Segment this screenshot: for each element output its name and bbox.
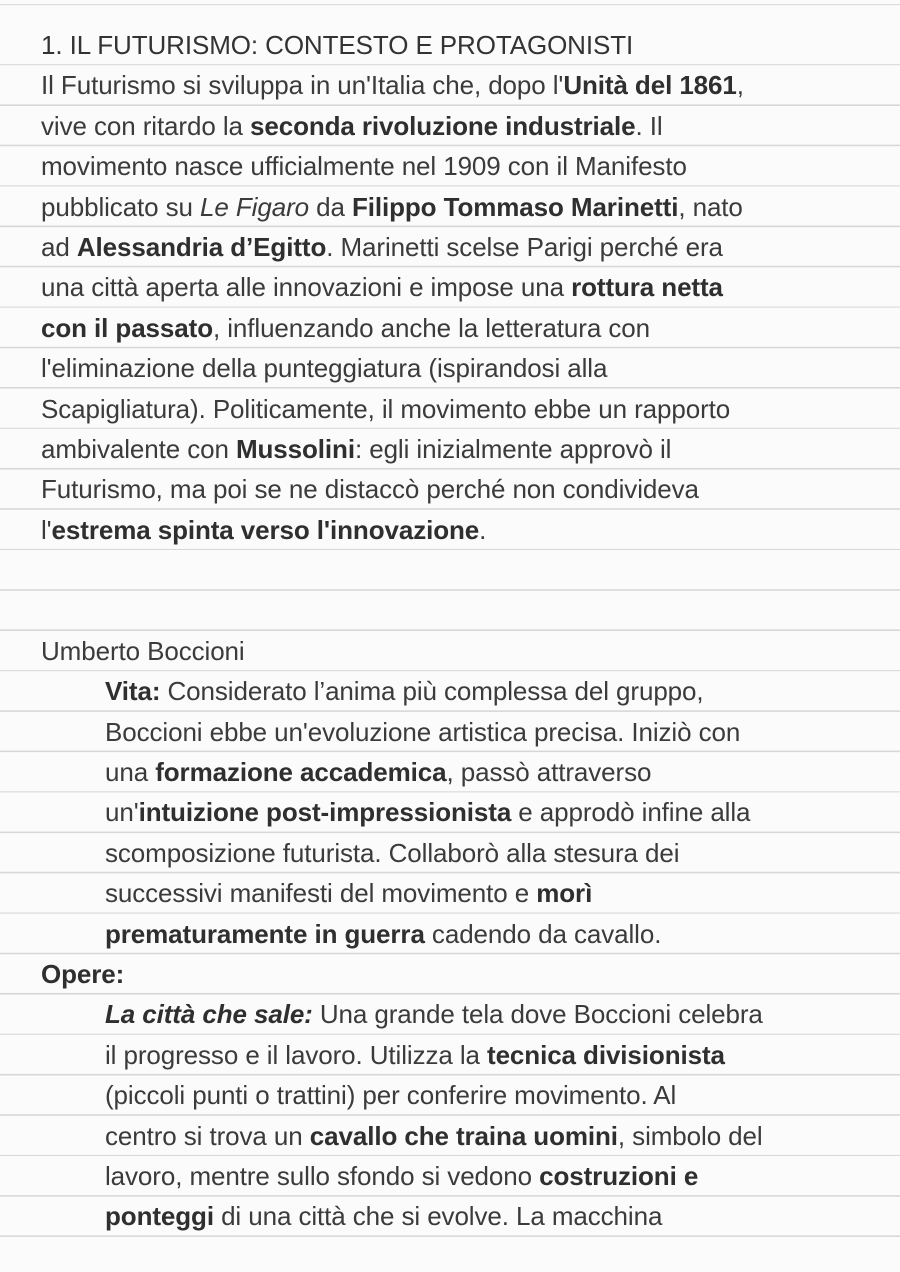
text-run: (piccoli punti o trattini) per conferire movimento. Al	[105, 1080, 677, 1111]
text-run: lavoro, mentre sullo sfondo si vedono	[105, 1160, 540, 1191]
text-line	[41, 671, 886, 711]
text-line	[41, 65, 886, 105]
bold-text: seconda rivoluzione industriale	[249, 110, 636, 141]
bold-text: Unità del 1861	[563, 70, 737, 101]
text-run: . Marinetti scelse Parigi perché era	[326, 231, 723, 262]
text-run: , nato	[678, 191, 743, 222]
text-run: Il Futurismo si sviluppa in un'Italia che, dopo l'	[41, 70, 564, 101]
bold-text: ponteggi	[105, 1201, 214, 1232]
bold-text: formazione accademica	[155, 757, 447, 788]
opere-paragraph	[41, 994, 886, 1236]
text-run: ad	[41, 231, 77, 262]
text-line	[41, 792, 886, 832]
text-line	[41, 106, 886, 146]
text-run: scomposizione futurista. Collaborò alla stesura dei	[105, 837, 680, 868]
text-line	[41, 389, 886, 429]
text-run: . Il	[635, 110, 663, 141]
text-run: l'eliminazione della punteggiatura (ispirandosi alla	[41, 353, 608, 384]
bold-text: Filippo Tommaso Marinetti	[351, 191, 679, 222]
text-run: Considerato l’anima più complessa del gruppo,	[160, 676, 704, 707]
artist-heading: Umberto Boccioni	[41, 635, 245, 666]
text-run: Una grande tela dove Boccioni celebra	[312, 999, 763, 1030]
text-line	[41, 429, 886, 469]
text-run: vive con ritardo la	[41, 110, 250, 141]
bold-text: con il passato	[41, 312, 213, 343]
text-line	[41, 469, 886, 509]
text-run: : egli inizialmente approvò il	[354, 433, 672, 464]
bold-text: morì	[536, 878, 593, 909]
bold-text: rottura netta	[571, 272, 723, 303]
text-run: pubblicato su	[41, 191, 201, 222]
vita-paragraph	[41, 671, 886, 954]
text-line	[41, 1156, 886, 1196]
text-line	[41, 994, 886, 1034]
bold-text: costruzioni e	[539, 1160, 699, 1191]
text-line	[41, 752, 886, 792]
text-run: una città aperta alle innovazioni e impose una	[41, 272, 572, 303]
text-run: e approdò infine alla	[511, 797, 751, 828]
section-title: 1. IL FUTURISMO: CONTESTO E PROTAGONISTI	[41, 30, 634, 60]
text-run: il progresso e il lavoro. Utilizza la	[105, 1039, 488, 1070]
text-line	[41, 267, 886, 307]
text-line	[41, 1075, 886, 1115]
opere-heading: Opere:	[41, 958, 125, 989]
text-line	[41, 227, 886, 267]
blank-line	[41, 550, 886, 590]
bold-text: La città che sale:	[105, 999, 313, 1030]
text-line	[41, 1116, 886, 1156]
text-run: Boccioni ebbe un'evoluzione artistica precisa. Iniziò con	[105, 716, 741, 747]
text-run: cadendo da cavallo.	[424, 918, 662, 949]
text-run: l'	[41, 514, 52, 545]
italic-text: Le Figaro	[200, 191, 309, 222]
bold-text: Alessandria d’Egitto	[76, 231, 327, 262]
text-line	[41, 873, 886, 913]
text-line	[41, 146, 886, 186]
bold-text: tecnica divisionista	[487, 1039, 725, 1070]
bold-text: cavallo che traina uomini	[309, 1120, 618, 1151]
text-line	[41, 712, 886, 752]
text-line	[41, 833, 886, 873]
text-line	[41, 348, 886, 388]
intro-paragraph	[41, 65, 886, 550]
text-run: Futurismo, ma poi se ne distaccò perché non condivideva	[41, 474, 699, 505]
text-line	[41, 1196, 886, 1236]
text-run: un'	[105, 797, 139, 828]
text-run: .	[479, 514, 487, 545]
text-run: centro si trova un	[105, 1120, 310, 1151]
document-content	[41, 25, 886, 1237]
text-line	[41, 1035, 886, 1075]
text-run: movimento nasce ufficialmente nel 1909 con il Manifesto	[41, 151, 687, 182]
text-run: da	[309, 191, 352, 222]
bold-text: estrema spinta verso l'innovazione	[51, 514, 480, 545]
blank-line	[41, 590, 886, 630]
text-line	[41, 187, 886, 227]
text-run: , influenzando anche la letteratura con	[212, 312, 650, 343]
text-run: di una città che si evolve. La macchina	[213, 1201, 663, 1232]
text-run: una	[105, 757, 156, 788]
bold-text: Mussolini	[235, 433, 355, 464]
text-run: , passò attraverso	[446, 757, 652, 788]
text-line	[41, 510, 886, 550]
text-line	[41, 914, 886, 954]
text-run: Scapigliatura). Politicamente, il movimento ebbe un rapporto	[41, 393, 731, 424]
text-line	[41, 308, 886, 348]
text-run: , simbolo del	[617, 1120, 763, 1151]
text-run: successivi manifesti del movimento e	[105, 878, 537, 909]
bold-text: prematuramente in guerra	[105, 918, 425, 949]
text-run: ,	[736, 70, 744, 101]
bold-text: intuizione post-impressionista	[138, 797, 512, 828]
bold-text: Vita:	[105, 676, 161, 707]
text-run: ambivalente con	[41, 433, 236, 464]
